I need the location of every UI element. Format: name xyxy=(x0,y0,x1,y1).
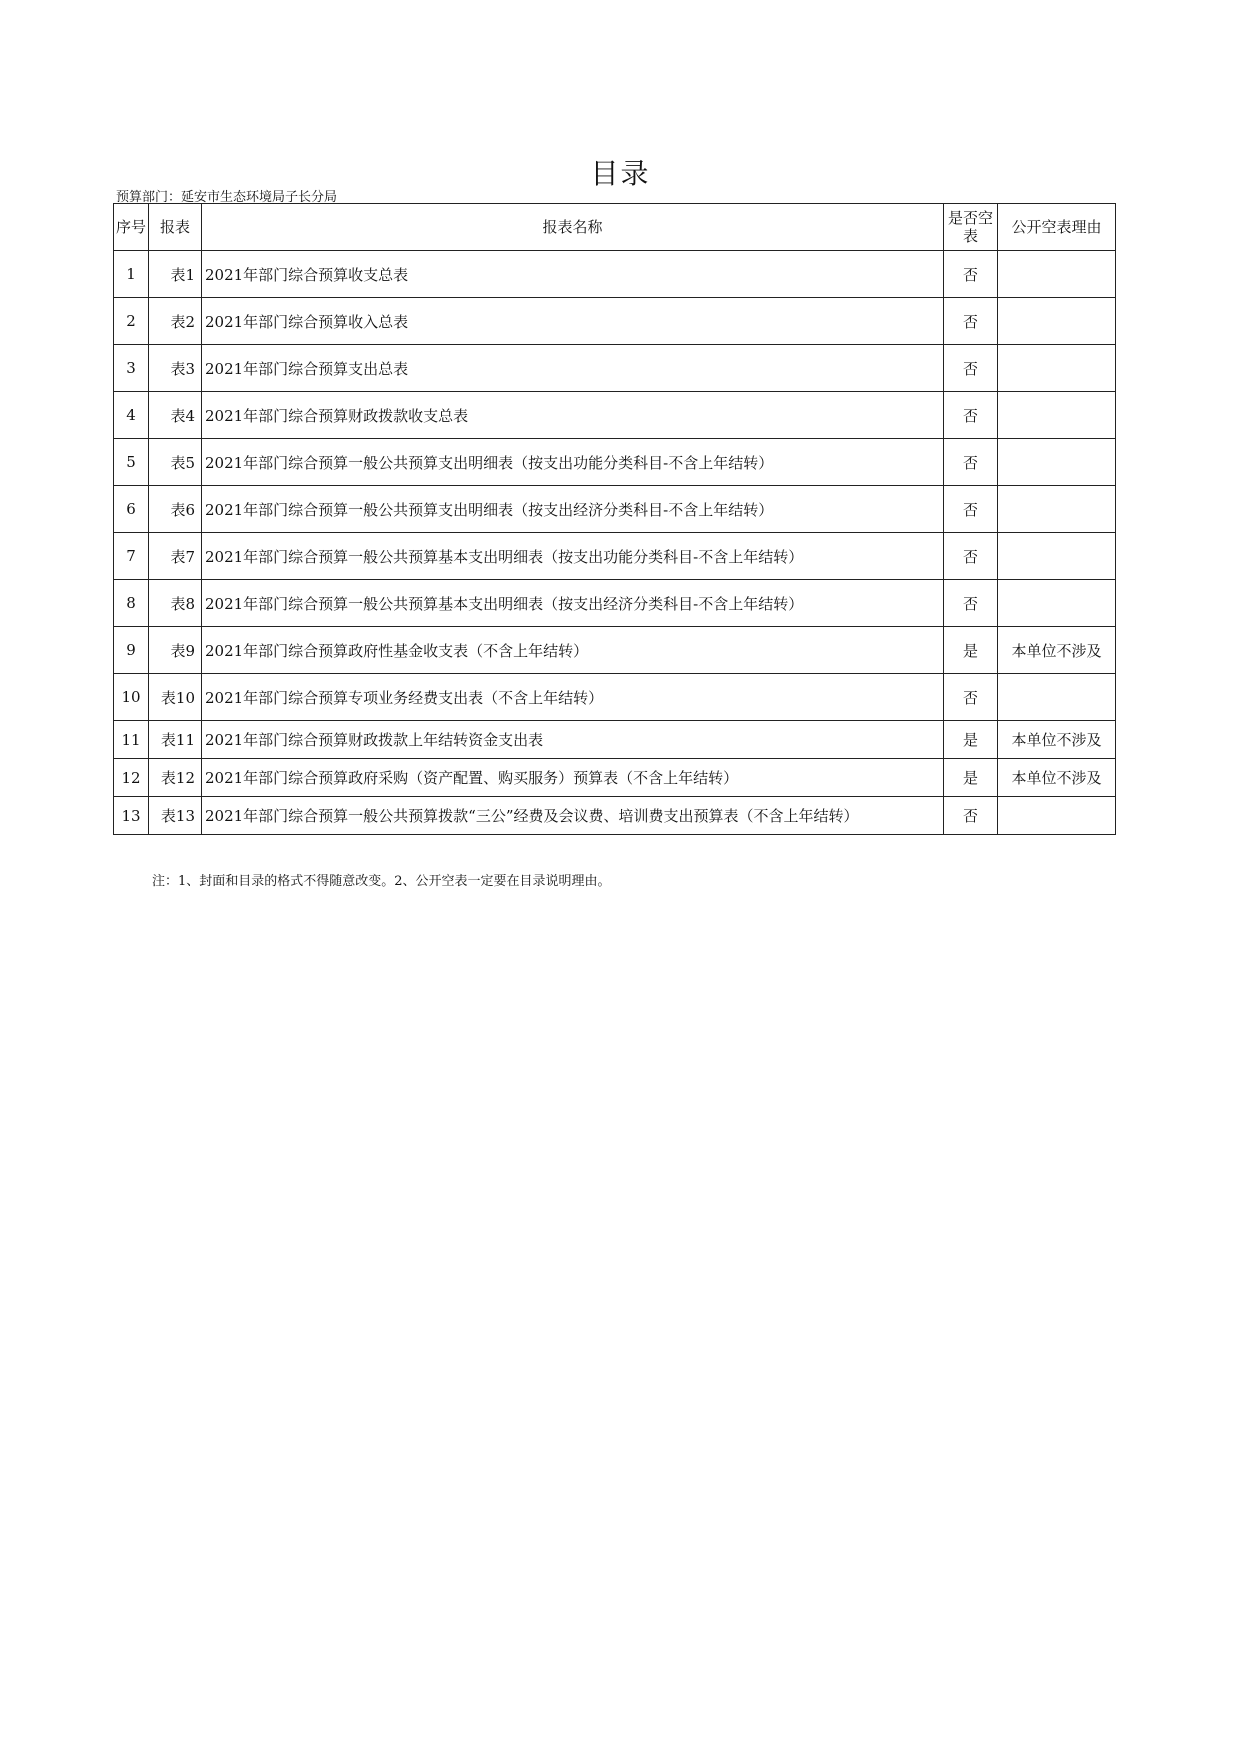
row-table-no: 表7 xyxy=(149,533,202,580)
row-reason xyxy=(998,298,1116,345)
row-reason xyxy=(998,392,1116,439)
table-row xyxy=(114,486,1116,533)
row-table-no: 表4 xyxy=(149,392,202,439)
row-table-no: 表5 xyxy=(149,439,202,486)
header-is-empty-line2: 表 xyxy=(962,227,978,245)
row-table-no: 表9 xyxy=(149,627,202,674)
row-is-empty: 否 xyxy=(944,580,998,627)
table-row xyxy=(114,298,1116,345)
row-reason: 本单位不涉及 xyxy=(998,759,1116,797)
row-seq: 9 xyxy=(114,627,149,674)
row-name: 2021年部门综合预算收支总表 xyxy=(202,251,944,298)
row-is-empty: 否 xyxy=(944,674,998,721)
row-name: 2021年部门综合预算支出总表 xyxy=(202,345,944,392)
row-is-empty: 否 xyxy=(944,486,998,533)
table-row xyxy=(114,627,1116,674)
row-seq: 2 xyxy=(114,298,149,345)
row-table-no: 表13 xyxy=(149,797,202,835)
row-seq: 10 xyxy=(114,674,149,721)
row-seq: 4 xyxy=(114,392,149,439)
row-is-empty: 否 xyxy=(944,797,998,835)
row-table-no: 表11 xyxy=(149,721,202,759)
header-table-no: 报表 xyxy=(149,204,202,251)
row-seq: 7 xyxy=(114,533,149,580)
page-title: 目录 xyxy=(590,157,651,190)
row-seq: 5 xyxy=(114,439,149,486)
table-row xyxy=(114,392,1116,439)
row-name: 2021年部门综合预算财政拨款上年结转资金支出表 xyxy=(202,721,944,759)
row-name: 2021年部门综合预算一般公共预算拨款“三公”经费及会议费、培训费支出预算表（不含上年结转） xyxy=(202,797,944,835)
row-reason xyxy=(998,674,1116,721)
row-reason: 本单位不涉及 xyxy=(998,721,1116,759)
row-is-empty: 否 xyxy=(944,533,998,580)
table-row xyxy=(114,580,1116,627)
row-is-empty: 是 xyxy=(944,627,998,674)
budget-department-label: 预算部门：延安市生态环境局子长分局 xyxy=(116,190,338,205)
row-reason xyxy=(998,439,1116,486)
row-reason xyxy=(998,345,1116,392)
row-name: 2021年部门综合预算一般公共预算支出明细表（按支出功能分类科目-不含上年结转） xyxy=(202,439,944,486)
row-table-no: 表10 xyxy=(149,674,202,721)
row-reason xyxy=(998,580,1116,627)
table-row xyxy=(114,674,1116,721)
row-seq: 6 xyxy=(114,486,149,533)
row-name: 2021年部门综合预算政府采购（资产配置、购买服务）预算表（不含上年结转） xyxy=(202,759,944,797)
row-name: 2021年部门综合预算财政拨款收支总表 xyxy=(202,392,944,439)
row-table-no: 表2 xyxy=(149,298,202,345)
table-row xyxy=(114,797,1116,835)
header-name: 报表名称 xyxy=(202,204,944,251)
table-row xyxy=(114,721,1116,759)
row-seq: 11 xyxy=(114,721,149,759)
row-table-no: 表6 xyxy=(149,486,202,533)
row-seq: 13 xyxy=(114,797,149,835)
row-is-empty: 否 xyxy=(944,298,998,345)
table-row xyxy=(114,251,1116,298)
row-name: 2021年部门综合预算一般公共预算基本支出明细表（按支出经济分类科目-不含上年结转） xyxy=(202,580,944,627)
row-seq: 8 xyxy=(114,580,149,627)
row-table-no: 表3 xyxy=(149,345,202,392)
row-name: 2021年部门综合预算一般公共预算基本支出明细表（按支出功能分类科目-不含上年结转） xyxy=(202,533,944,580)
row-name: 2021年部门综合预算专项业务经费支出表（不含上年结转） xyxy=(202,674,944,721)
row-table-no: 表8 xyxy=(149,580,202,627)
header-seq: 序号 xyxy=(114,204,149,251)
header-is-empty-line1: 是否空 xyxy=(947,209,993,227)
contents-table xyxy=(113,203,1116,835)
row-reason xyxy=(998,797,1116,835)
row-is-empty: 否 xyxy=(944,345,998,392)
row-is-empty: 否 xyxy=(944,439,998,486)
row-reason xyxy=(998,486,1116,533)
row-name: 2021年部门综合预算收入总表 xyxy=(202,298,944,345)
row-reason xyxy=(998,533,1116,580)
row-table-no: 表12 xyxy=(149,759,202,797)
row-name: 2021年部门综合预算政府性基金收支表（不含上年结转） xyxy=(202,627,944,674)
table-row xyxy=(114,439,1116,486)
table-row xyxy=(114,759,1116,797)
table-row xyxy=(114,345,1116,392)
row-is-empty: 否 xyxy=(944,251,998,298)
row-reason xyxy=(998,251,1116,298)
footnote: 注：1、封面和目录的格式不得随意改变。2、公开空表一定要在目录说明理由。 xyxy=(152,874,611,889)
row-seq: 1 xyxy=(114,251,149,298)
row-reason: 本单位不涉及 xyxy=(998,627,1116,674)
table-header-row xyxy=(114,204,1116,251)
row-seq: 3 xyxy=(114,345,149,392)
row-seq: 12 xyxy=(114,759,149,797)
row-table-no: 表1 xyxy=(149,251,202,298)
header-is-empty xyxy=(944,204,998,251)
row-name: 2021年部门综合预算一般公共预算支出明细表（按支出经济分类科目-不含上年结转） xyxy=(202,486,944,533)
row-is-empty: 否 xyxy=(944,392,998,439)
table-row xyxy=(114,533,1116,580)
row-is-empty: 是 xyxy=(944,721,998,759)
header-reason: 公开空表理由 xyxy=(998,204,1116,251)
row-is-empty: 是 xyxy=(944,759,998,797)
